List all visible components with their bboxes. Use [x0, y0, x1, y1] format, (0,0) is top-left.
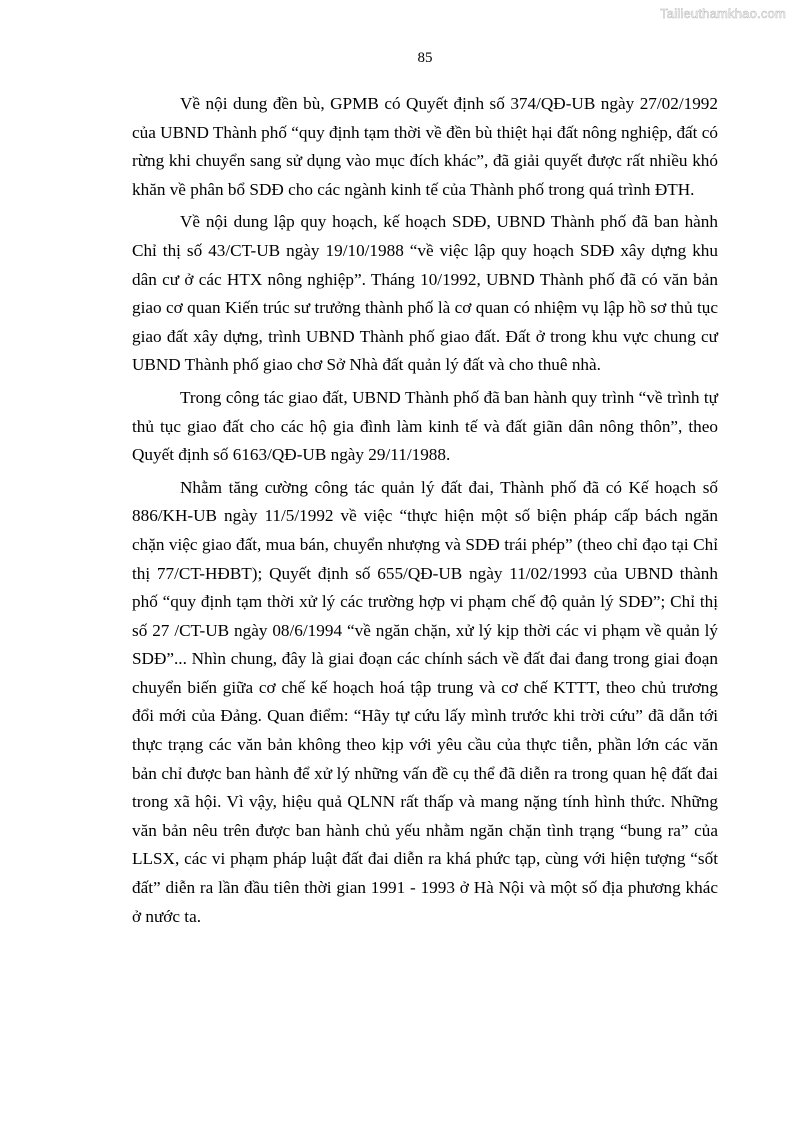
paragraph-land-allocation: Trong công tác giao đất, UBND Thành phố đã ban hành quy trình “về trình tự thủ tục giao đất cho các hộ gia đình làm kinh tế và đất giãn dân nông thôn”, theo Quyết định số 6163/QĐ-UB ngày 29/11/1988.: [132, 387, 718, 465]
paragraph-planning: Về nội dung lập quy hoạch, kế hoạch SDĐ, UBND Thành phố đã ban hành Chỉ thị số 43/CT-UB ngày 19/10/1988 “về việc lập quy hoạch SDĐ xây dựng khu dân cư ở các HTX nông nghiệp”. Tháng 10/1992, UBND Thành phố đã có văn bản giao cơ quan Kiến trúc sư trưởng thành phố là cơ quan có nhiệm vụ lập hồ sơ thủ tục giao đất xây dựng, trình UBND Thành phố giao đất. Đất ở trong khu vực chung cư UBND Thành phố giao chơ Sở Nhà đất quản lý đất và cho thuê nhà.: [132, 212, 718, 375]
watermark: Tailieuthamkhao.com: [660, 6, 786, 21]
document-body: [132, 90, 718, 935]
paragraph-land-management: Nhằm tăng cường công tác quản lý đất đai, Thành phố đã có Kế hoạch số 886/KH-UB ngày 11/5/1992 về việc “thực hiện một số biện pháp cấp bách ngăn chặn việc giao đất, mua bán, chuyển nhượng và SDĐ trái phép” (theo chỉ đạo tại Chỉ thị 77/CT-HĐBT); Quyết định số 655/QĐ-UB ngày 11/02/1993 của UBND thành phố “quy định tạm thời xử lý các trường hợp vi phạm chế độ quản lý SDĐ”; Chỉ thị số 27 /CT-UB ngày 08/6/1994 “về ngăn chặn, xử lý kịp thời các vi phạm về quản lý SDĐ”... Nhìn chung, đây là giai đoạn các chính sách về đất đai đang trong giai đoạn chuyển biến giữa cơ chế kế hoạch hoá tập trung và cơ chế KTTT, theo chủ trương đổi mới của Đảng. Quan điểm: “Hãy tự cứu lấy mình trước khi trời cứu” đã dẫn tới thực trạng các văn bản không theo kịp với yêu cầu của thực tiễn, phần lớn các văn bản chỉ được ban hành để xử lý những vấn đề cụ thể đã diễn ra trong quan hệ đất đai trong xã hội. Vì vậy, hiệu quả QLNN rất thấp và mang nặng tính hình thức. Những văn bản nêu trên được ban hành chủ yếu nhằm ngăn chặn tình trạng “bung ra” của LLSX, các vi phạm pháp luật đất đai diễn ra khá phức tạp, cùng với hiện tượng “sốt đất” diễn ra lần đầu tiên thời gian 1991 - 1993 ở Hà Nội và một số địa phương khác ở nước ta.: [132, 477, 718, 926]
paragraph-compensation: Về nội dung đền bù, GPMB có Quyết định số 374/QĐ-UB ngày 27/02/1992 của UBND Thành phố “quy định tạm thời về đền bù thiệt hại đất nông nghiệp, đất có rừng khi chuyển sang sử dụng vào mục đích khác”, đã giải quyết được rất nhiều khó khăn về phân bổ SDĐ cho các ngành kinh tế của Thành phố trong quá trình ĐTH.: [132, 94, 718, 199]
page-number: 85: [417, 50, 433, 66]
